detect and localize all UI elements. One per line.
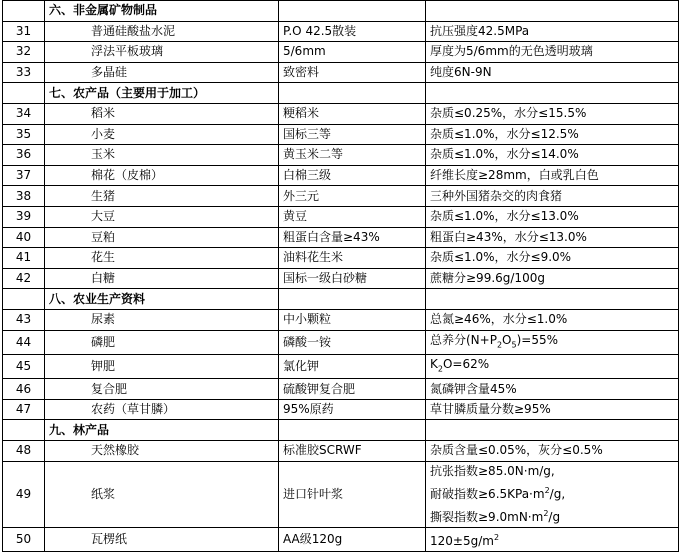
table-row	[3, 42, 679, 63]
row-number: 45	[3, 354, 45, 378]
row-number: 36	[3, 145, 45, 166]
product-standard: 抗压强度42.5MPa	[426, 21, 679, 42]
product-spec: 粳稻米	[279, 103, 426, 124]
product-standard: 蔗糖分≥99.6g/100g	[426, 268, 679, 289]
table-row	[3, 103, 679, 124]
table-row	[3, 206, 679, 227]
product-name: 豆粕	[45, 227, 279, 248]
product-spec: 标准胶SCRWF	[279, 441, 426, 462]
product-name: 生猪	[45, 186, 279, 207]
product-name: 浮法平板玻璃	[45, 42, 279, 63]
product-name: 复合肥	[45, 379, 279, 400]
row-number: 44	[3, 330, 45, 354]
product-standard: 抗张指数≥85.0N·m/g, 耐破指数$\ge 6.5KPa\cdot m^2/g$, 撕裂指数$\ge 9.0mN\cdot m^2/g$	[426, 461, 679, 527]
product-spec: 外三元	[279, 186, 426, 207]
product-standard: 纤维长度≥28mm，白或乳白色	[426, 165, 679, 186]
section-title: 八、农业生产资料	[45, 289, 279, 310]
table-row	[3, 165, 679, 186]
table-row	[3, 227, 679, 248]
product-spec: 黄豆	[279, 206, 426, 227]
product-name: 稻米	[45, 103, 279, 124]
product-spec: 致密料	[279, 62, 426, 83]
product-name: 玉米	[45, 145, 279, 166]
row-number: 42	[3, 268, 45, 289]
section-num-cell	[3, 1, 45, 22]
section-row	[3, 1, 679, 22]
product-spec: 硫酸钾复合肥	[279, 379, 426, 400]
product-spec: 粗蛋白含量≥43%	[279, 227, 426, 248]
product-name: 花生	[45, 248, 279, 269]
table-row	[3, 186, 679, 207]
row-number: 41	[3, 248, 45, 269]
product-spec: 白棉三级	[279, 165, 426, 186]
product-name: 白糖	[45, 268, 279, 289]
product-name: 天然橡胶	[45, 441, 279, 462]
product-name: 农药（草甘膦）	[45, 399, 279, 420]
table-row	[3, 309, 679, 330]
row-number: 39	[3, 206, 45, 227]
product-name: 普通硅酸盐水泥	[45, 21, 279, 42]
product-standard: $K_2O=62\%$	[426, 354, 679, 378]
row-number: 32	[3, 42, 45, 63]
table-row	[3, 379, 679, 400]
product-standard: $120\pm 5g/m^2$	[426, 527, 679, 551]
row-number: 46	[3, 379, 45, 400]
product-spec: 油料花生米	[279, 248, 426, 269]
section-title: 九、林产品	[45, 420, 279, 441]
product-spec: 磷酸一铵	[279, 330, 426, 354]
product-standard: 草甘膦质量分数≥95%	[426, 399, 679, 420]
product-standard: 杂质≤1.0%，水分≤13.0%	[426, 206, 679, 227]
product-standard: 氮磷钾含量45%	[426, 379, 679, 400]
row-number: 50	[3, 527, 45, 551]
product-name: 尿素	[45, 309, 279, 330]
product-name: 瓦楞纸	[45, 527, 279, 551]
table-row	[3, 62, 679, 83]
product-spec: 中小颗粒	[279, 309, 426, 330]
row-number: 47	[3, 399, 45, 420]
section-row	[3, 289, 679, 310]
product-spec: 进口针叶浆	[279, 461, 426, 527]
product-spec: 国标三等	[279, 124, 426, 145]
product-spec: 黄玉米二等	[279, 145, 426, 166]
row-number: 38	[3, 186, 45, 207]
product-name: 纸浆	[45, 461, 279, 527]
product-standard: 总氮≥46%，水分≤1.0%	[426, 309, 679, 330]
table-row	[3, 330, 679, 354]
row-number: 31	[3, 21, 45, 42]
product-name: 棉花（皮棉）	[45, 165, 279, 186]
table-row	[3, 145, 679, 166]
row-number: 37	[3, 165, 45, 186]
table-row	[3, 248, 679, 269]
product-standard: 杂质≤0.25%，水分≤15.5%	[426, 103, 679, 124]
product-name: 磷肥	[45, 330, 279, 354]
section-title: 六、非金属矿物制品	[45, 1, 279, 22]
product-standard: 总养分$(N+P_2O_5)=55\%$	[426, 330, 679, 354]
section-title: 七、农产品（主要用于加工）	[45, 83, 279, 104]
table-row	[3, 461, 679, 527]
row-number: 35	[3, 124, 45, 145]
table-row	[3, 441, 679, 462]
product-standard: 杂质≤1.0%，水分≤9.0%	[426, 248, 679, 269]
product-name: 钾肥	[45, 354, 279, 378]
row-number: 43	[3, 309, 45, 330]
row-number: 34	[3, 103, 45, 124]
product-spec: 氯化钾	[279, 354, 426, 378]
product-standard: 三种外国猪杂交的肉食猪	[426, 186, 679, 207]
table-row	[3, 268, 679, 289]
product-name: 多晶硅	[45, 62, 279, 83]
product-spec: P.O 42.5散装	[279, 21, 426, 42]
product-name: 小麦	[45, 124, 279, 145]
row-number: 49	[3, 461, 45, 527]
product-spec: 5/6mm	[279, 42, 426, 63]
table-row	[3, 21, 679, 42]
table-row	[3, 354, 679, 378]
product-spec: 国标一级白砂糖	[279, 268, 426, 289]
product-standard: 杂质≤1.0%，水分≤12.5%	[426, 124, 679, 145]
table-row	[3, 527, 679, 551]
price-table	[2, 0, 679, 552]
row-number: 33	[3, 62, 45, 83]
product-name: 大豆	[45, 206, 279, 227]
product-standard: 厚度为5/6mm的无色透明玻璃	[426, 42, 679, 63]
product-standard: 纯度6N-9N	[426, 62, 679, 83]
product-standard: 杂质≤1.0%，水分≤14.0%	[426, 145, 679, 166]
table-row	[3, 124, 679, 145]
product-standard: 杂质含量≤0.05%，灰分≤0.5%	[426, 441, 679, 462]
table-row	[3, 399, 679, 420]
section-row	[3, 83, 679, 104]
product-spec: AA级120g	[279, 527, 426, 551]
product-spec: 95%原药	[279, 399, 426, 420]
row-number: 48	[3, 441, 45, 462]
row-number: 40	[3, 227, 45, 248]
product-standard: 粗蛋白≥43%，水分≤13.0%	[426, 227, 679, 248]
section-row	[3, 420, 679, 441]
